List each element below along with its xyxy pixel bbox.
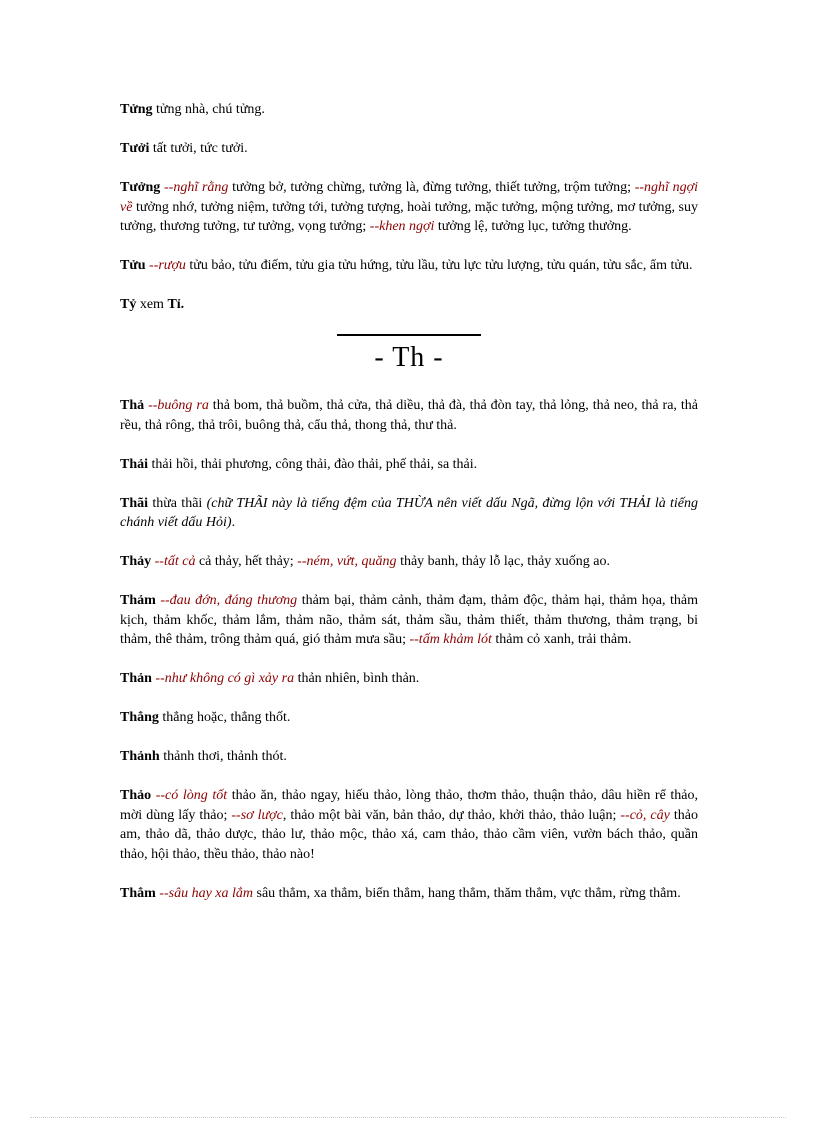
- dictionary-entry: [120, 591, 698, 650]
- examples: thảm bại, thảm cảnh, thảm đạm, thảm độc, thảm hại, thảm họa, thảm kịch, thảm khốc, thảm lắm, thảm não, thảm sát, thảm sầu, thảm thiết, thảm thương, thảm trạng, bi thảm, thê thảm, trông thảm quá, gió thảm mưa sầu;: [120, 593, 699, 647]
- gloss: --khen ngợi: [369, 219, 435, 234]
- dictionary-entry: [120, 178, 698, 237]
- cross-reference: Tỉ.: [167, 297, 185, 312]
- examples: thản nhiên, bình thản.: [294, 671, 420, 686]
- gloss: --như không có gì xảy ra: [155, 671, 295, 686]
- examples: thả bom, thả buồm, thả cửa, thả diều, thả đà, thả đòn tay, thả lỏng, thả neo, thả ra, thả rều, thả rông, thả trôi, buông thả, cẩu thả, thong thả, thư thả.: [120, 398, 698, 433]
- gloss: --rượu: [149, 258, 186, 273]
- gloss: --sâu hay xa lắm: [159, 885, 253, 901]
- gloss: --tất cả: [154, 554, 196, 569]
- document-page: [120, 100, 698, 923]
- headword: Thẳng: [120, 710, 159, 725]
- examples: .: [231, 515, 236, 530]
- entries-after-section: [120, 396, 698, 903]
- entries-before-section: [120, 100, 698, 315]
- examples: thảm cỏ xanh, trải thảm.: [491, 632, 632, 647]
- headword: Tỷ: [120, 297, 137, 312]
- dictionary-entry: [120, 708, 698, 728]
- headword: Thẳm: [120, 885, 156, 901]
- dictionary-entry: [120, 552, 698, 572]
- headword: Thảm: [120, 593, 156, 608]
- gloss: --đau đớn, đáng thương: [160, 593, 298, 608]
- headword: Thãi: [120, 495, 149, 511]
- examples: thừa thãi: [148, 495, 207, 511]
- headword: Thải: [120, 456, 149, 472]
- examples: tửng nhà, chú tửng.: [152, 102, 265, 117]
- examples: xem: [136, 297, 168, 312]
- examples: thẳng hoặc, thẳng thốt.: [158, 710, 291, 725]
- dictionary-entry: [120, 100, 698, 120]
- dictionary-entry: [120, 884, 698, 904]
- headword: Thảy: [120, 554, 152, 569]
- dictionary-entry: [120, 669, 698, 689]
- examples: tưởng lệ, tưởng lục, tưởng thưởng.: [434, 219, 632, 234]
- dictionary-entry: [120, 786, 698, 864]
- gloss: --ném, vứt, quăng: [297, 554, 397, 569]
- gloss: --nghĩ ngợi về: [120, 180, 699, 215]
- headword: Tửu: [120, 258, 146, 273]
- note: (chữ THÃI này là tiếng đệm của THỪA nên viết dấu Ngã, đừng lộn với THẢI là tiếng chánh viết dấu Hỏi): [120, 495, 698, 530]
- section-rule: [337, 334, 481, 336]
- headword: Thảo: [120, 788, 152, 803]
- dictionary-entry: [120, 396, 698, 435]
- headword: Thảnh: [120, 749, 160, 764]
- headword: Tửng: [120, 102, 153, 117]
- gloss: --cỏ, cây: [620, 807, 670, 823]
- headword: Thản: [120, 671, 152, 686]
- gloss: --có lòng tốt: [155, 788, 228, 803]
- dictionary-entry: [120, 455, 698, 475]
- page-bottom-border: [30, 1117, 786, 1118]
- examples: cả thảy, hết thảy;: [195, 554, 298, 569]
- headword: Tưởng: [120, 180, 161, 195]
- examples: thảo ăn, thảo ngay, hiếu thảo, lòng thảo, thơm thảo, thuận thảo, dâu hiền rể thảo, mời dùng lấy thảo;: [120, 788, 699, 823]
- dictionary-entry: [120, 295, 698, 315]
- examples: , thảo một bài văn, bản thảo, dự thảo, khởi thảo, thảo luận;: [282, 807, 621, 823]
- dictionary-entry: [120, 139, 698, 159]
- dictionary-entry: [120, 747, 698, 767]
- dictionary-entry: [120, 494, 698, 533]
- examples: thảo am, thảo dã, thảo dược, thảo lư, thảo mộc, thảo xá, cam thảo, thảo cầm viên, vườn bách thảo, quần thảo, hội thảo, thều thảo, thảo nào!: [120, 807, 699, 862]
- dictionary-entry: [120, 256, 698, 276]
- gloss: --buông ra: [148, 398, 209, 413]
- headword: Tưởi: [120, 141, 150, 156]
- gloss: --tấm khảm lót: [409, 632, 492, 647]
- gloss: --nghĩ rằng: [164, 180, 229, 195]
- examples: tửu bảo, tửu điếm, tửu gia tửu hứng, tửu lầu, tửu lực tửu lượng, tửu quán, tửu sắc, ẩm tửu.: [185, 258, 693, 273]
- gloss: --sơ lược: [231, 807, 283, 823]
- examples: thải hồi, thải phương, công thải, đào thải, phế thải, sa thải.: [148, 456, 478, 472]
- section-title: - Th -: [374, 342, 444, 373]
- examples: sâu thẳm, xa thẳm, biển thẳm, hang thẳm, thăm thẳm, vực thẳm, rừng thẳm.: [253, 885, 681, 901]
- examples: tưởng bở, tưởng chừng, tưởng là, đừng tưởng, thiết tưởng, trộm tưởng;: [228, 180, 635, 195]
- section-header: [120, 334, 698, 374]
- headword: Thả: [120, 398, 145, 413]
- examples: thảy banh, thảy lỗ lạc, thảy xuống ao.: [396, 554, 611, 569]
- examples: thảnh thơi, thảnh thót.: [159, 749, 287, 764]
- examples: tưởng nhớ, tưởng niệm, tưởng tới, tưởng tượng, hoài tưởng, mặc tưởng, mộng tưởng, mơ tưởng, suy tưởng, thương tưởng, tư tưởng, vọng tưởng;: [120, 199, 698, 234]
- examples: tất tưởi, tức tưởi.: [149, 141, 248, 156]
